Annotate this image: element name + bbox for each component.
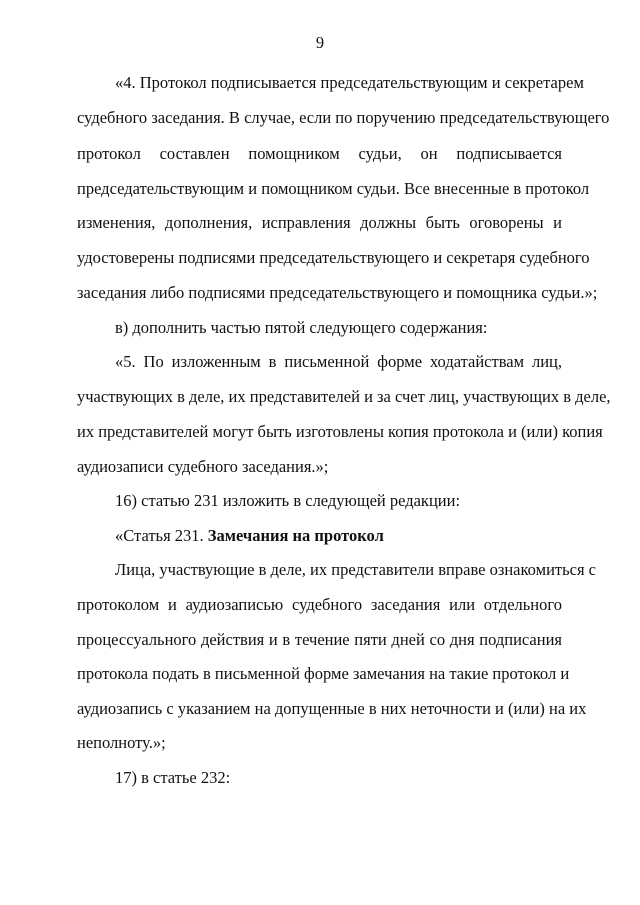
paragraph-line: «5. По изложенным в письменной форме ходатайствам лиц, <box>115 352 562 371</box>
paragraph-line: протокол составлен помощником судьи, он подписывается <box>77 144 562 163</box>
paragraph-line: изменения, дополнения, исправления должны быть оговорены и <box>77 213 562 232</box>
paragraph-line: председательствующим и помощником судьи. Все внесенные в протокол <box>77 179 590 198</box>
paragraph-line: процессуального действия и в течение пяти дней со дня подписания <box>77 630 562 649</box>
paragraph-line: заседания либо подписями председательствующего и помощника судьи.»; <box>77 283 598 302</box>
paragraph-line: аудиозапись с указанием на допущенные в них неточности и (или) на их <box>77 699 587 718</box>
article-title: Замечания на протокол <box>207 526 384 545</box>
article-heading <box>115 526 562 546</box>
paragraph-line: удостоверены подписями председательствующего и секретаря судебного <box>77 248 590 267</box>
paragraph-line: протокола подать в письменной форме замечания на такие протокол и <box>77 664 570 683</box>
paragraph-line: протоколом и аудиозаписью судебного заседания или отдельного <box>77 595 562 614</box>
paragraph-line: 16) статью 231 изложить в следующей редакции: <box>115 491 461 510</box>
paragraph-line: неполноту.»; <box>77 733 166 752</box>
page-number: 9 <box>315 33 325 52</box>
paragraph-line: аудиозаписи судебного заседания.»; <box>77 457 329 476</box>
paragraph-line: их представителей могут быть изготовлены копия протокола и (или) копия <box>77 422 603 441</box>
paragraph-line: участвующих в деле, их представителей и за счет лиц, участвующих в деле, <box>77 387 611 406</box>
article-number: «Статья 231. <box>115 526 208 545</box>
paragraph-line: 17) в статье 232: <box>115 768 231 787</box>
paragraph-line: судебного заседания. В случае, если по поручению председательствующего <box>77 108 610 127</box>
paragraph-line: в) дополнить частью пятой следующего содержания: <box>115 318 488 337</box>
paragraph-line: «4. Протокол подписывается председательствующим и секретарем <box>115 73 584 92</box>
paragraph-line: Лица, участвующие в деле, их представители вправе ознакомиться с <box>115 560 596 579</box>
